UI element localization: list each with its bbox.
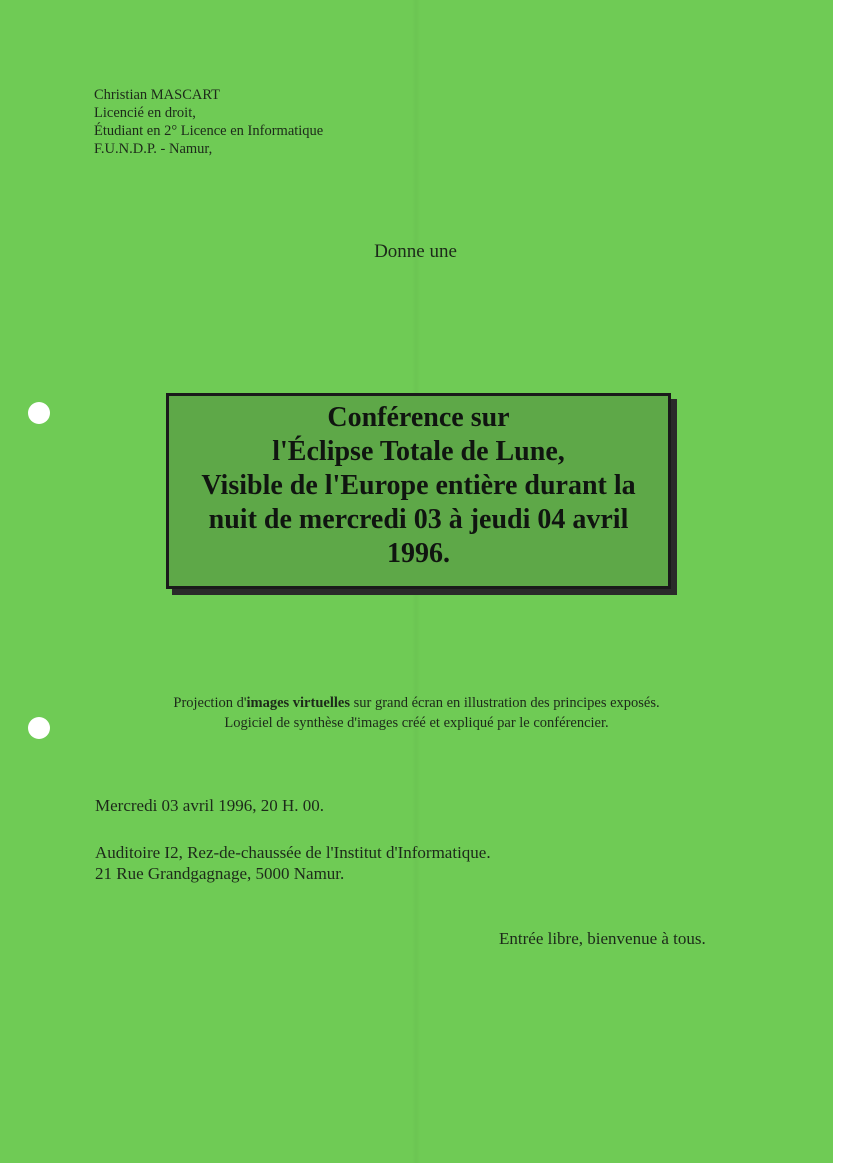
event-address — [95, 842, 491, 884]
projection-prefix: Projection d' — [173, 695, 247, 711]
conference-title-box — [166, 393, 671, 589]
author-name: Christian MASCART — [94, 87, 221, 103]
closing-text: Entrée libre, bienvenue à tous. — [499, 929, 706, 948]
author-study: Étudiant en 2° Licence en Informatique — [94, 123, 324, 139]
title-line-1: Conférence sur — [327, 402, 510, 433]
address-line-2: 21 Rue Grandgagnage, 5000 Namur. — [95, 864, 345, 883]
projection-line-1 — [0, 693, 833, 713]
intro-text — [0, 241, 833, 263]
title-line-2: l'Éclipse Totale de Lune, — [272, 436, 565, 467]
author-degree: Licencié en droit, — [94, 105, 196, 121]
title-line-4: nuit de mercredi 03 à jeudi 04 avril — [208, 504, 629, 535]
projection-suffix: sur grand écran en illustration des principes exposés. — [349, 695, 660, 711]
projection-description — [0, 693, 833, 733]
intro-label: Donne une — [374, 241, 457, 262]
author-institution: F.U.N.D.P. - Namur, — [94, 141, 213, 157]
address-line-1: Auditoire I2, Rez-de-chaussée de l'Institut d'Informatique. — [95, 843, 491, 862]
title-line-3: Visible de l'Europe entière durant la — [201, 470, 636, 501]
projection-bold: images virtuelles — [246, 695, 350, 711]
event-date: Mercredi 03 avril 1996, 20 H. 00. — [95, 796, 324, 815]
title-line-5: 1996. — [387, 538, 450, 569]
punch-hole-top — [28, 402, 50, 424]
author-block — [94, 86, 323, 158]
projection-line-2: Logiciel de synthèse d'images créé et expliqué par le conférencier. — [224, 715, 609, 731]
